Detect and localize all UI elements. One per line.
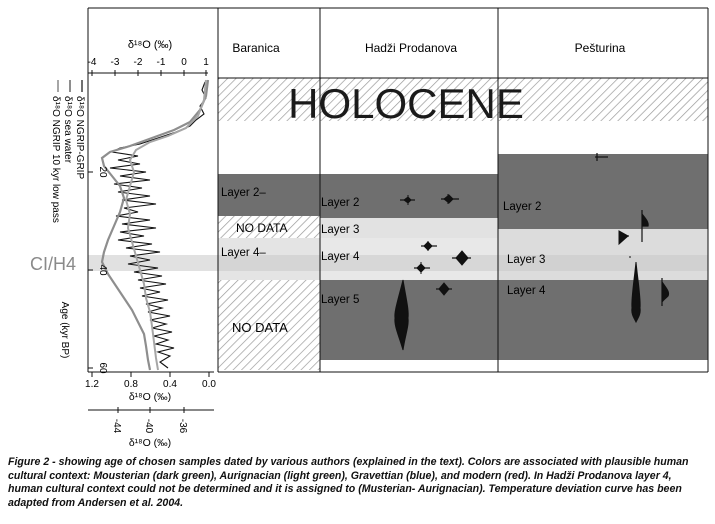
- bottom-tick-3: 0.4: [163, 379, 177, 390]
- isotope-curves: [102, 80, 208, 370]
- top-tick-5: 0: [181, 57, 187, 68]
- extra-axis: [88, 407, 214, 448]
- top-tick-3: -2: [133, 57, 143, 68]
- hadzi-layer5-label: Layer 5: [321, 294, 360, 306]
- bottom-axis-label: δ¹⁸O (‰): [128, 391, 172, 403]
- baranica-no-data-upper: NO DATA: [236, 221, 288, 235]
- bottom-tick-1: 1.2: [85, 379, 99, 390]
- extra-axis-label: δ¹⁸O (‰): [128, 437, 172, 448]
- ngrip-grip-curve: [110, 82, 206, 368]
- pesturina-layer4-label: Layer 4: [507, 285, 546, 297]
- extra-tick-3: -36: [177, 418, 188, 434]
- pesturina-layer2-label: Layer 2: [503, 201, 542, 213]
- age-axis-label: Age (kyr BP): [59, 301, 70, 359]
- bottom-tick-2: 0.8: [124, 379, 138, 390]
- ci-h4-strip: [88, 255, 708, 271]
- curve-legend: [50, 80, 85, 223]
- top-tick-6: 1: [203, 57, 209, 68]
- pesturina-layer3-label: Layer 3: [507, 254, 546, 266]
- top-tick-4: -1: [156, 57, 166, 68]
- baranica-layer4-label: Layer 4–: [221, 247, 266, 259]
- figure-caption: Figure 2 - showing age of chosen samples dated by various authors (explained in the text). Colors are associated with plausible human cultural context: Mousterian (dark green), Aurignacian (light green), Gravettian (blue), and modern (red). In Hadži Prodanova layer 4, human cultural context could not be determined and it is assigned to (Musterian- Aurignacian). Temperature deviation curve has been adapted from Andersen et al. 2004.: [8, 456, 689, 509]
- column-title-pesturina: Pešturina: [574, 41, 626, 55]
- age-tick-20: 20: [97, 166, 108, 178]
- low-pass-curve: [126, 80, 206, 370]
- age-tick-60: 60: [97, 362, 108, 374]
- column-title-hadzi-prodanova: Hadži Prodanova: [364, 41, 458, 55]
- dark-band-hadzi: [320, 174, 498, 218]
- dark-band-pesturina: [498, 154, 708, 229]
- top-axis-label: δ¹⁸O (‰): [127, 39, 173, 51]
- baranica-layer2-label: Layer 2–: [221, 187, 266, 199]
- legend-ngrip-grip: δ¹⁸O NGRIP-GRIP: [74, 96, 85, 180]
- holocene-label: HOLOCENE: [288, 80, 524, 127]
- bottom-tick-4: 0.0: [202, 379, 216, 390]
- top-axis: [88, 39, 210, 76]
- extra-tick-2: -40: [143, 418, 154, 434]
- extra-tick-1: -44: [111, 418, 122, 434]
- legend-low-pass: δ¹⁸O NGRIP 10 kyr low pass: [50, 96, 61, 223]
- hadzi-layer3-label: Layer 3: [321, 224, 360, 236]
- dark-band-hadzi-layer5: [320, 280, 498, 360]
- legend-sea-water: δ¹⁸O sea water: [62, 96, 73, 164]
- bottom-axis: [85, 372, 216, 403]
- age-tick-40: 40: [97, 264, 108, 276]
- hadzi-layer4-label: Layer 4: [321, 251, 360, 263]
- column-title-baranica: Baranica: [232, 41, 280, 55]
- baranica-no-data-lower: NO DATA: [232, 320, 288, 335]
- hadzi-layer2-label: Layer 2: [321, 197, 360, 209]
- ci-h4-label: CI/H4: [30, 254, 77, 274]
- top-tick-1: -4: [87, 57, 97, 68]
- top-tick-2: -3: [110, 57, 120, 68]
